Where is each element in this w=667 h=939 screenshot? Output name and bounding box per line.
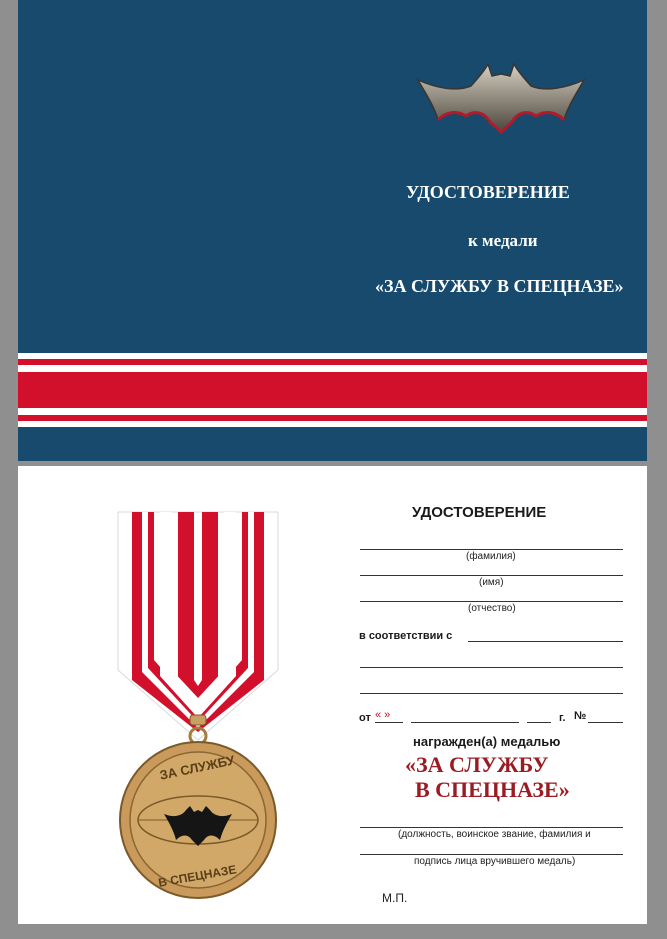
- year-label: г.: [559, 712, 566, 724]
- cover-stripe: [18, 408, 647, 415]
- bat-emblem-icon: [416, 50, 586, 140]
- signature-line[interactable]: [360, 827, 623, 828]
- medal-name-line-2: В СПЕЦНАЗЕ»: [415, 777, 570, 802]
- date-day-line[interactable]: [375, 722, 403, 723]
- certificate-inner-page: [18, 466, 647, 924]
- cover-subtitle: к медали: [468, 231, 538, 250]
- name-line[interactable]: [360, 575, 623, 576]
- according-line[interactable]: [468, 641, 623, 642]
- according-line-2[interactable]: [360, 667, 623, 668]
- form-title: УДОСТОВЕРЕНИЕ: [412, 504, 547, 521]
- medal-inscription-top: ЗА СЛУЖБУ: [158, 752, 236, 783]
- surname-caption: (фамилия): [466, 551, 516, 562]
- seal-label: М.П.: [382, 891, 408, 905]
- patronymic-caption: (отчество): [468, 603, 516, 614]
- according-label: в соответствии с: [359, 630, 453, 642]
- from-label: от: [359, 712, 371, 724]
- number-label: №: [574, 710, 587, 722]
- medal-name-line-1: «ЗА СЛУЖБУ: [405, 752, 549, 777]
- date-quotes: « »: [375, 709, 391, 721]
- cover-stripe: [18, 421, 647, 427]
- certificate-cover: [18, 0, 647, 461]
- signature-line-2[interactable]: [360, 854, 623, 855]
- signature-caption-1: (должность, воинское звание, фамилия и: [398, 829, 591, 840]
- patronymic-line[interactable]: [360, 601, 623, 602]
- awarded-text: награжден(а) медалью: [413, 734, 561, 749]
- number-line[interactable]: [588, 722, 623, 723]
- date-year-line[interactable]: [527, 722, 551, 723]
- cover-medal-name: «ЗА СЛУЖБУ В СПЕЦНАЗЕ»: [375, 276, 624, 296]
- according-line-3[interactable]: [360, 693, 623, 694]
- surname-line[interactable]: [360, 549, 623, 550]
- medal-inscription-bottom: В СПЕЦНАЗЕ: [157, 862, 238, 890]
- bronze-medal-icon: [98, 510, 298, 910]
- cover-title: УДОСТОВЕРЕНИЕ: [406, 182, 570, 202]
- cover-stripe: [18, 365, 647, 372]
- date-month-line[interactable]: [411, 722, 519, 723]
- red-white-ribbon-icon: [118, 512, 278, 740]
- signature-caption-2: подпись лица вручившего медаль): [414, 856, 576, 867]
- cover-stripe: [18, 372, 647, 408]
- name-caption: (имя): [479, 577, 504, 588]
